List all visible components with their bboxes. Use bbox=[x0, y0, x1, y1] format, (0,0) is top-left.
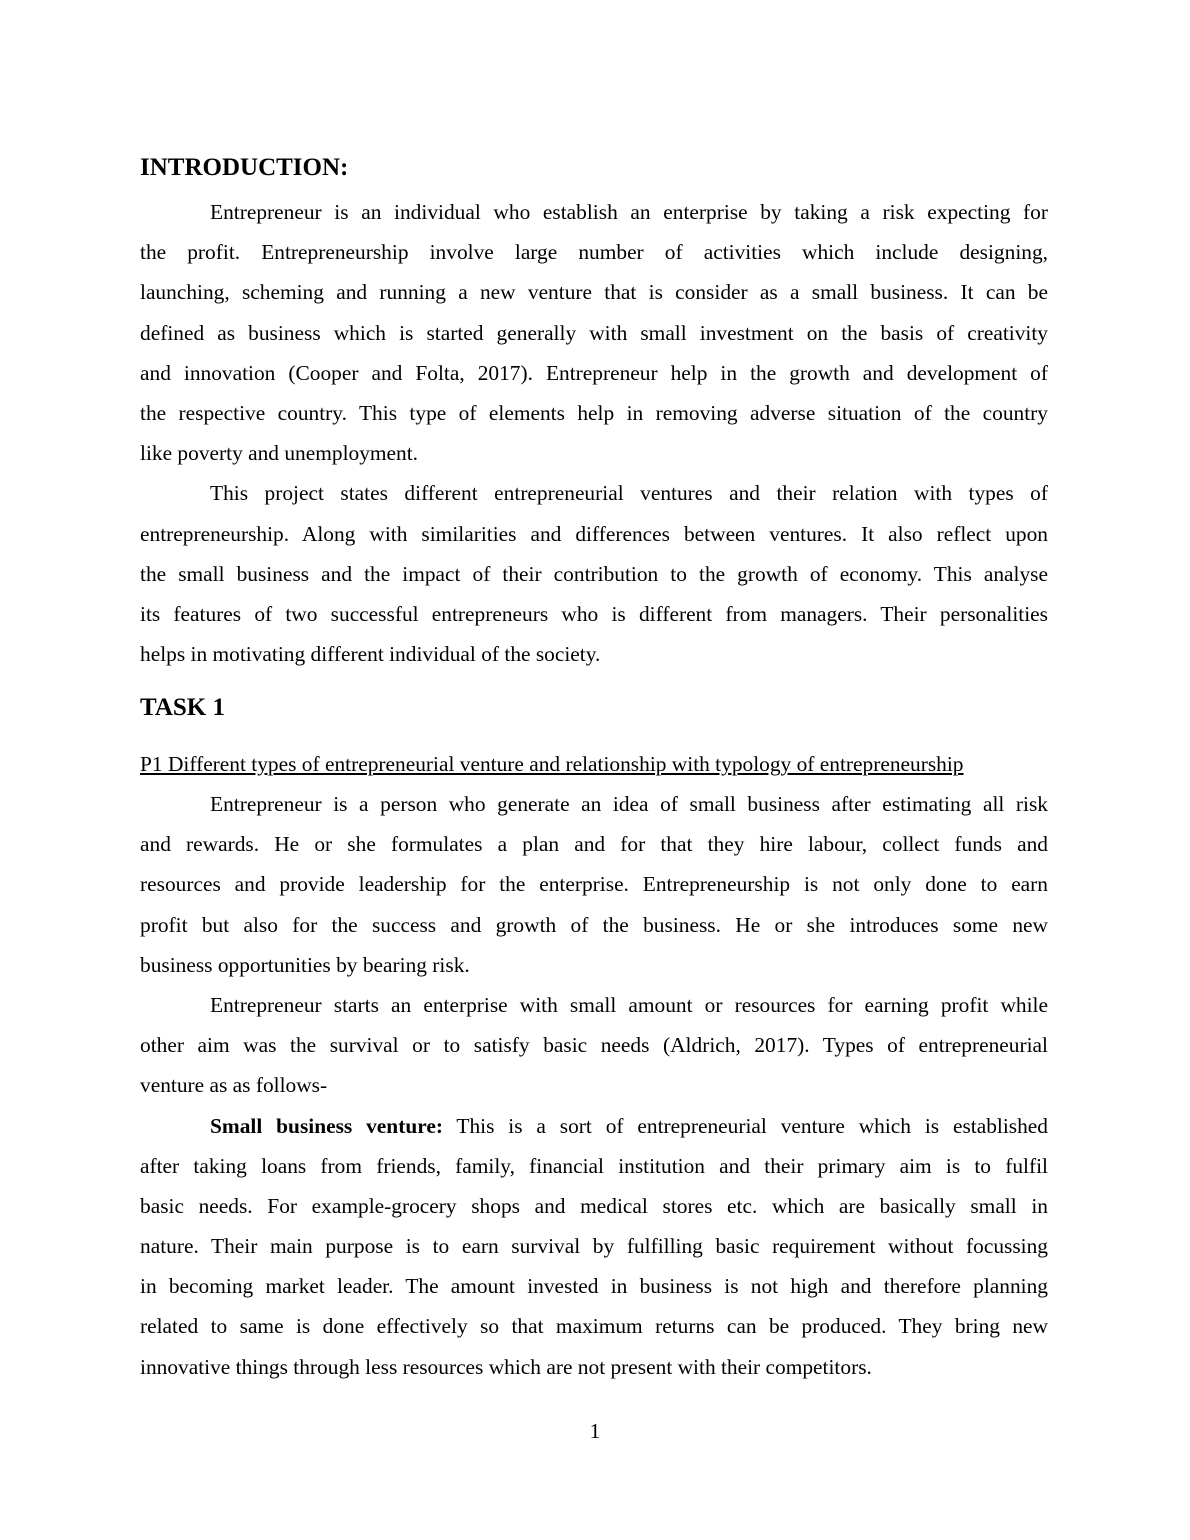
text-line: like poverty and unemployment. bbox=[140, 441, 419, 466]
task-body bbox=[140, 784, 1048, 1387]
paragraph bbox=[140, 473, 1048, 674]
text-line: innovative things through less resources which are not present with their competitors. bbox=[140, 1354, 872, 1379]
paragraph bbox=[140, 784, 1048, 985]
text-line: Entrepreneur starts an enterprise with small amount or resources for earning profit while bbox=[210, 992, 1048, 1017]
text-line: other aim was the survival or to satisfy basic needs (Aldrich, 2017). Types of entrepreneurial bbox=[140, 1033, 1048, 1058]
text-line: and innovation (Cooper and Folta, 2017). Entrepreneur help in the growth and development of bbox=[140, 360, 1048, 385]
text-line: the profit. Entrepreneurship involve large number of activities which include designing, bbox=[140, 240, 1048, 265]
text-line: its features of two successful entrepreneurs who is different from managers. Their personalities bbox=[140, 601, 1048, 626]
paragraph bbox=[140, 192, 1048, 473]
intro-heading: INTRODUCTION: bbox=[140, 154, 349, 181]
text-line: after taking loans from friends, family, financial institution and their primary aim is to fulfil bbox=[140, 1153, 1048, 1178]
text-line: nature. Their main purpose is to earn survival by fulfilling basic requirement without focussing bbox=[140, 1234, 1048, 1259]
text-line: venture as as follows- bbox=[140, 1073, 328, 1098]
text-line: business opportunities by bearing risk. bbox=[140, 952, 470, 977]
text-line bbox=[140, 1106, 1048, 1146]
line-text: This is a sort of entrepreneurial venture which is established bbox=[442, 1113, 1048, 1138]
text-line: Entrepreneur is a person who generate an idea of small business after estimating all risk bbox=[210, 792, 1048, 816]
text-line: basic needs. For example-grocery shops and medical stores etc. which are basically small in bbox=[140, 1193, 1048, 1218]
text-line: entrepreneurship. Along with similarities and differences between ventures. It also reflect upon bbox=[140, 521, 1048, 546]
text-line: the small business and the impact of their contribution to the growth of economy. This analyse bbox=[140, 561, 1048, 586]
text-line: Entrepreneur is an individual who establish an enterprise by taking a risk expecting for bbox=[210, 200, 1048, 224]
intro-body bbox=[140, 192, 1048, 674]
paragraph bbox=[140, 1106, 1048, 1387]
text-line: helps in motivating different individual of the society. bbox=[140, 642, 601, 667]
bold-lead: Small business venture: bbox=[210, 1113, 443, 1138]
text-line: This project states different entrepreneurial ventures and their relation with types of bbox=[210, 481, 1048, 506]
text-line: the respective country. This type of elements help in removing adverse situation of the country bbox=[140, 400, 1048, 425]
paragraph bbox=[140, 985, 1048, 1106]
page-number: 1 bbox=[589, 1419, 601, 1443]
text-line: profit but also for the success and growth of the business. He or she introduces some new bbox=[140, 912, 1048, 937]
text-line: launching, scheming and running a new venture that is consider as a small business. It can be bbox=[140, 280, 1048, 305]
task-heading: TASK 1 bbox=[140, 694, 225, 721]
text-line: and rewards. He or she formulates a plan and for that they hire labour, collect funds and bbox=[140, 832, 1048, 857]
text-line: resources and provide leadership for the enterprise. Entrepreneurship is not only done to earn bbox=[140, 872, 1048, 897]
task-subheading: P1 Different types of entrepreneurial venture and relationship with typology of entrepreneurship bbox=[140, 752, 964, 776]
text-line: in becoming market leader. The amount invested in business is not high and therefore planning bbox=[140, 1274, 1048, 1299]
text-line: defined as business which is started generally with small investment on the basis of creativity bbox=[140, 320, 1048, 345]
text-line: related to same is done effectively so that maximum returns can be produced. They bring new bbox=[140, 1314, 1048, 1339]
